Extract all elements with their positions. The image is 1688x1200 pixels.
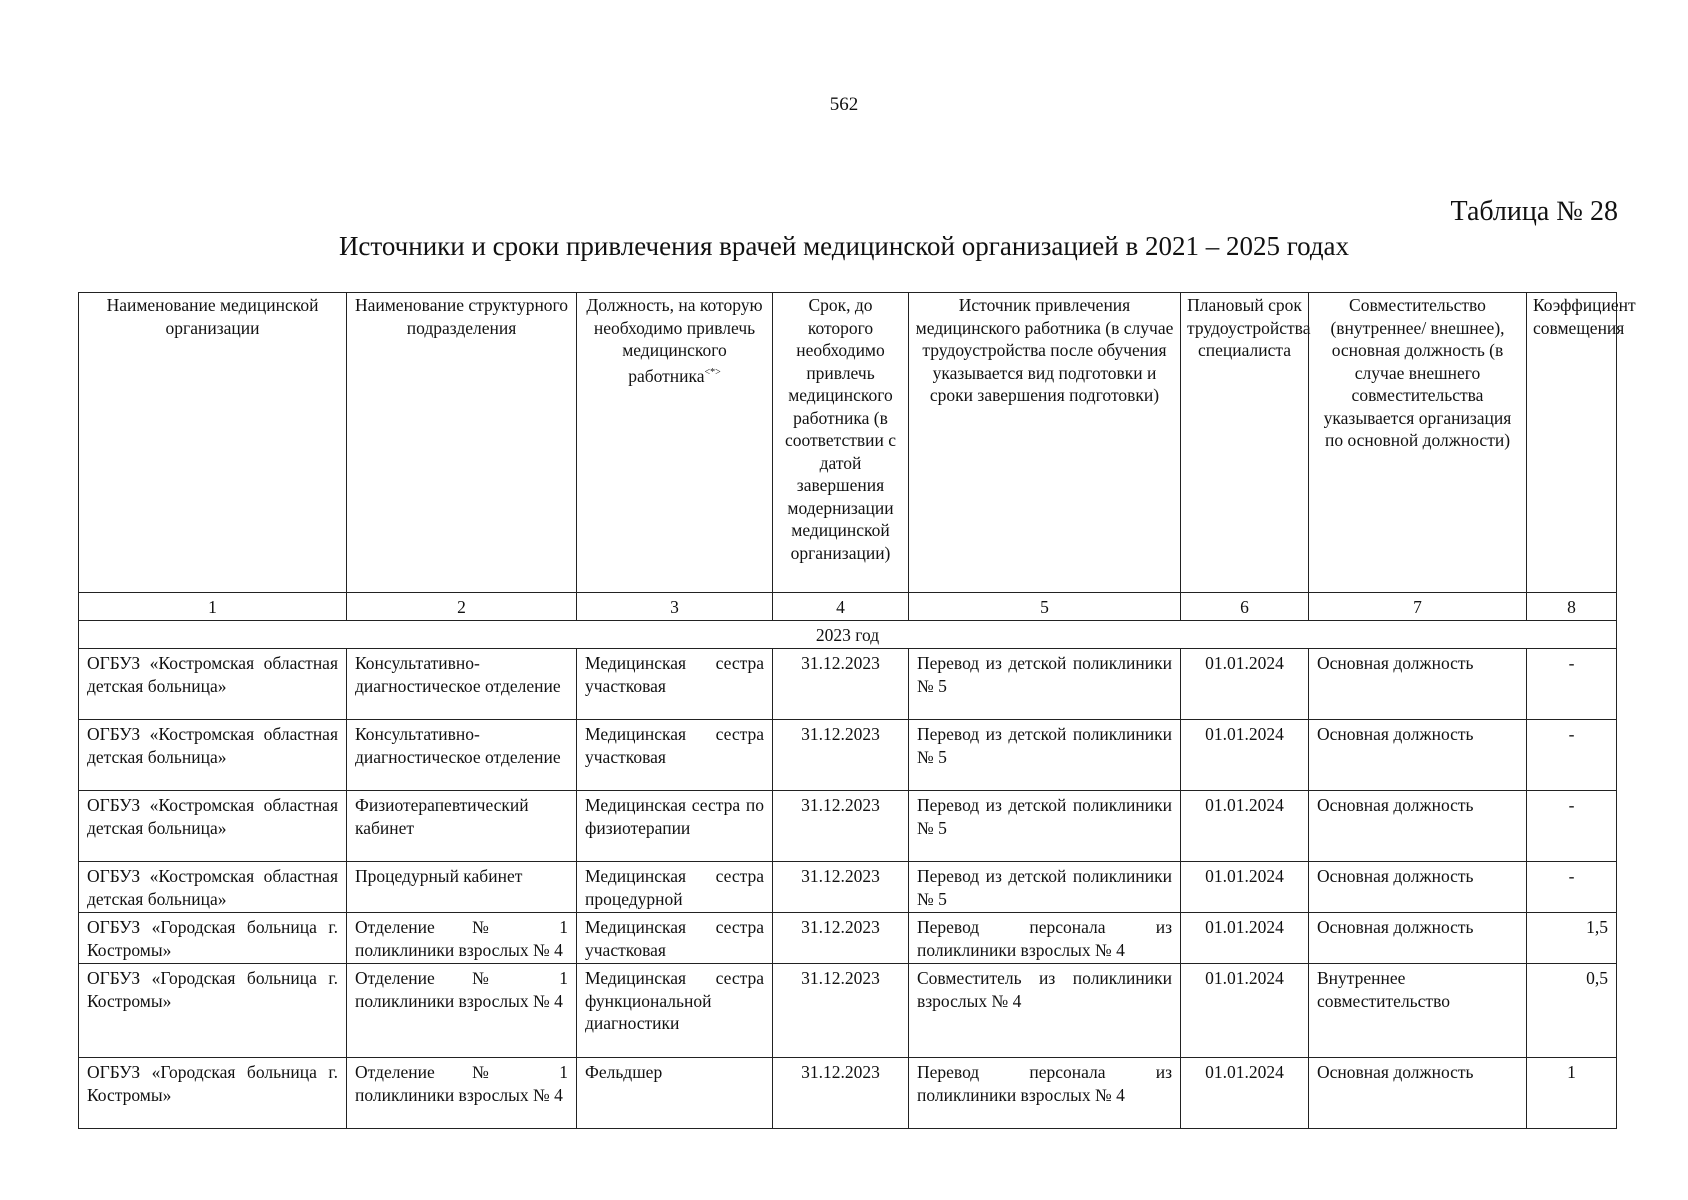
planned-cell: 01.01.2024 [1181, 964, 1309, 1058]
deadline-cell: 31.12.2023 [773, 791, 909, 862]
planned-cell: 01.01.2024 [1181, 791, 1309, 862]
org-cell: ОГБУЗ «Городская больница г. Костромы» [79, 1058, 347, 1129]
column-header: Коэффициент совмещения [1527, 293, 1617, 593]
coef-cell: - [1527, 720, 1617, 791]
planned-cell: 01.01.2024 [1181, 862, 1309, 913]
source-cell: Перевод персонала из поликлиники взрослых № 4 [909, 913, 1181, 964]
unit-cell: Физиотерапевтический кабинет [347, 791, 577, 862]
table-row [79, 791, 1617, 862]
position-cell: Медицинская сестра процедурной [577, 862, 773, 913]
deadline-cell: 31.12.2023 [773, 649, 909, 720]
column-header-text: Должность, на которую необходимо привлечь медицинского работника [586, 295, 763, 386]
column-number: 2 [347, 593, 577, 621]
column-header: Совместительство (внутреннее/ внешнее), основная должность (в случае внешнего совместительства указывается организация по основной должности) [1309, 293, 1527, 593]
column-number: 4 [773, 593, 909, 621]
combination-cell: Основная должность [1309, 649, 1527, 720]
org-cell: ОГБУЗ «Костромская областная детская больница» [79, 862, 347, 913]
unit-cell: Консультативно-диагностическое отделение [347, 720, 577, 791]
table-row [79, 1058, 1617, 1129]
table-row [79, 913, 1617, 964]
column-header: Наименование структурного подразделения [347, 293, 577, 593]
combination-cell: Основная должность [1309, 720, 1527, 791]
coef-cell: - [1527, 791, 1617, 862]
table-label: Таблица № 28 [1450, 196, 1618, 227]
deadline-cell: 31.12.2023 [773, 913, 909, 964]
column-number: 7 [1309, 593, 1527, 621]
source-cell: Перевод персонала из поликлиники взрослых № 4 [909, 1058, 1181, 1129]
table-row [79, 862, 1617, 913]
source-cell: Совместитель из поликлиники взрослых № 4 [909, 964, 1181, 1058]
header-row [79, 293, 1617, 593]
page-number: 562 [829, 94, 859, 115]
org-cell: ОГБУЗ «Костромская областная детская больница» [79, 720, 347, 791]
source-cell: Перевод из детской поликлиники № 5 [909, 791, 1181, 862]
unit-cell: Отделение № 1 поликлиники взрослых № 4 [347, 1058, 577, 1129]
column-number: 1 [79, 593, 347, 621]
column-number: 5 [909, 593, 1181, 621]
position-cell: Медицинская сестра участковая [577, 913, 773, 964]
source-cell: Перевод из детской поликлиники № 5 [909, 720, 1181, 791]
table-row [79, 720, 1617, 791]
column-header: Срок, до которого необходимо привлечь медицинского работника (в соответствии с датой завершения модернизации медицинской организации) [773, 293, 909, 593]
unit-cell: Процедурный кабинет [347, 862, 577, 913]
planned-cell: 01.01.2024 [1181, 649, 1309, 720]
combination-cell: Основная должность [1309, 862, 1527, 913]
coef-cell: 0,5 [1527, 964, 1617, 1058]
year-row [79, 621, 1617, 649]
org-cell: ОГБУЗ «Костромская областная детская больница» [79, 649, 347, 720]
column-number: 6 [1181, 593, 1309, 621]
position-cell: Медицинская сестра по физиотерапии [577, 791, 773, 862]
position-cell: Медицинская сестра участковая [577, 649, 773, 720]
planned-cell: 01.01.2024 [1181, 913, 1309, 964]
column-header: Источник привлечения медицинского работника (в случае трудоустройства после обучения указывается вид подготовки и сроки завершения подготовки) [909, 293, 1181, 593]
source-cell: Перевод из детской поликлиники № 5 [909, 649, 1181, 720]
planned-cell: 01.01.2024 [1181, 720, 1309, 791]
unit-cell: Отделение № 1 поликлиники взрослых № 4 [347, 964, 577, 1058]
combination-cell: Основная должность [1309, 913, 1527, 964]
source-cell: Перевод из детской поликлиники № 5 [909, 862, 1181, 913]
column-header [577, 293, 773, 593]
position-cell: Медицинская сестра участковая [577, 720, 773, 791]
footnote-mark: <*> [704, 366, 721, 378]
combination-cell: Основная должность [1309, 1058, 1527, 1129]
combination-cell: Основная должность [1309, 791, 1527, 862]
deadline-cell: 31.12.2023 [773, 720, 909, 791]
document-title: Источники и сроки привлечения врачей медицинской организацией в 2021 – 2025 годах [338, 231, 1350, 261]
column-number: 8 [1527, 593, 1617, 621]
coef-cell: - [1527, 649, 1617, 720]
column-header: Наименование медицинской организации [79, 293, 347, 593]
column-number: 3 [577, 593, 773, 621]
unit-cell: Консультативно-диагностическое отделение [347, 649, 577, 720]
deadline-cell: 31.12.2023 [773, 964, 909, 1058]
table-row [79, 964, 1617, 1058]
coef-cell: 1 [1527, 1058, 1617, 1129]
column-header: Плановый срок трудоустройства специалиста [1181, 293, 1309, 593]
staffing-table [78, 292, 1636, 1129]
unit-cell: Отделение № 1 поликлиники взрослых № 4 [347, 913, 577, 964]
position-cell: Фельдшер [577, 1058, 773, 1129]
planned-cell: 01.01.2024 [1181, 1058, 1309, 1129]
deadline-cell: 31.12.2023 [773, 1058, 909, 1129]
year-label: 2023 год [79, 621, 1617, 649]
position-cell: Медицинская сестра функциональной диагностики [577, 964, 773, 1058]
org-cell: ОГБУЗ «Городская больница г. Костромы» [79, 913, 347, 964]
combination-cell: Внутреннее совместительство [1309, 964, 1527, 1058]
table-row [79, 649, 1617, 720]
org-cell: ОГБУЗ «Костромская областная детская больница» [79, 791, 347, 862]
deadline-cell: 31.12.2023 [773, 862, 909, 913]
column-number-row [79, 593, 1617, 621]
org-cell: ОГБУЗ «Городская больница г. Костромы» [79, 964, 347, 1058]
coef-cell: - [1527, 862, 1617, 913]
coef-cell: 1,5 [1527, 913, 1617, 964]
